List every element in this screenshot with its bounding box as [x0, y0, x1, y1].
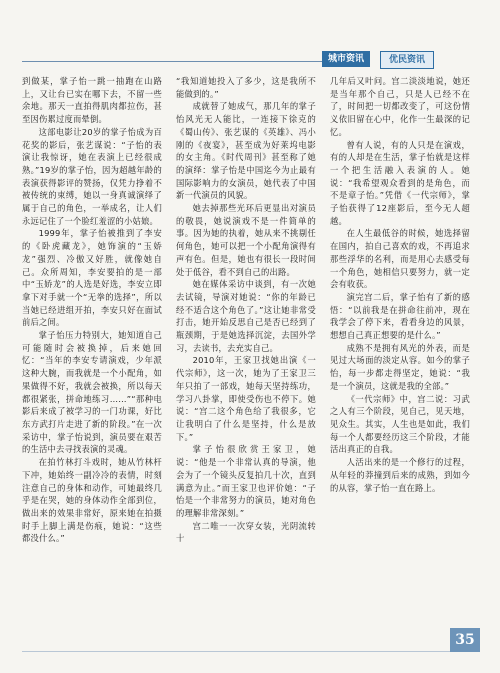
paragraph: 演完宫二后，掌子怡有了新的感悟：“以前我是在拼命往前冲，现在我学会了停下来，看看身边的风景，想想自己真正想要的是什么。”: [330, 291, 470, 341]
paragraph: 成熟不是拥有风光的外表，而是见过大场面的淡定从容。如今的掌子怡，每一步都走得坚定，她说：“我是一个演员，这就是我的全部。”: [330, 342, 470, 391]
paragraph: 2010年，王家卫找她出演《一代宗师》，这一次，她为了王家卫三年只拍了一部戏，她每天坚持练功，学习八卦掌，即使受伤也不停下。她说：“宫二这个角色给了我很多，它让我明白了什么是坚持，什么是放下。”: [176, 355, 316, 442]
footer-rule: [22, 651, 460, 652]
paragraph: 几年后又叶问。宫二淡淡地说，她还是当年那个自己，只是人已经不在了，时间把一切都改变了，可这份情义依旧留在心中，化作一生最深的记忆。: [330, 76, 470, 137]
paragraph: 这部电影让20岁的掌子怡成为百花奖的影后，张艺谋说：“子怡的表演让我惊讶，她在表演上已经很成熟。”19岁的掌子怡，因为超越年龄的表演获得影评的赞扬，仅凭力挣着不被传统的束缚，她以一身真诚演绎了属于自己的角色，一举成名，让人们永远记住了一个脸红羞涩的小姑娘。: [22, 126, 162, 226]
paragraph: 掌子怡压力特别大，她知道自己可能随时会被换掉，后来她回忆：“当年的李安专请演戏，少年派这种大腕，而我就是一个小配角，如果做得不好，我就会被换，所以每天都很紧张，拼命地练习……”“那种电影后来成了被学习的一门功课，好比东方武打片走进了新的阶段。”在一次采访中，掌子怡说到，演员要在艰苦的生活中去寻找表演的灵魂。: [22, 330, 162, 455]
column-label: 优民资讯: [380, 51, 434, 69]
header-rule: [22, 61, 322, 62]
paragraph: “我知道她投入了多少，这是我所不能做到的。”: [176, 76, 316, 99]
paragraph: 1999年，掌子怡被推到了李安的《卧虎藏龙》，她饰演的“玉娇龙”强烈、冷傲又好胜，就像她自己。众所周知，李安要拍的是一部中“玉娇龙”的人选是好选，李安立即拿下对手就一个“无拳的选择”，所以当她已经进组开拍，李安只好在面试前后之间。: [22, 228, 162, 328]
paragraph: 到做某，掌子怡一跳一抽跑在山路上，又让台已实在哪下去，不留一些余地。那天一直拍得肌肉都拉伤，甚至因伤累过度而晕倒。: [22, 76, 162, 125]
section-label: 城市资讯: [322, 51, 370, 67]
paragraph: 宫二唯一一次穿女装，光阴流转十: [176, 520, 316, 544]
text-column-right: [330, 75, 470, 615]
paragraph: 她在媒体采访中谈到，有一次她去试镜，导演对她说：“你的年龄已经不适合这个角色了。”这让她非常受打击，她开始反思自己是否已经到了瓶颈期，于是她选择沉淀，去国外学习，去读书，去充实自己。: [176, 279, 316, 353]
paragraph: 人活出来的是一个修行的过程，从年轻的莽撞到后来的成熟，到如今的从容，掌子怡一直在路上。: [330, 457, 470, 493]
paragraph: 曾有人说，有的人只是在演戏，有的人却是在生活，掌子怡就是这样一个把生活融入表演的人。她说：“我希望观众看到的是角色，而不是章子怡。”凭借《一代宗师》，掌子怡获得了12座影后，至今无人超越。: [330, 139, 470, 226]
paragraph: 掌子怡很欣赏王家卫，她说：“他是一个非常认真的导演，他会为了一个镜头反复拍几十次，直到满意为止。”而王家卫也评价她：“子怡是一个非常努力的演员，她对角色的理解非常深刻。”: [176, 444, 316, 518]
paragraph: 《一代宗师》中，宫二说：习武之人有三个阶段，见自己，见天地，见众生。其实，人生也是如此，我们每一个人都要经历这三个阶段，才能活出真正的自我。: [330, 393, 470, 455]
text-column-middle: [176, 75, 316, 615]
page-number: 35: [450, 628, 480, 652]
paragraph: 成就替了她成气，那几年的掌子怡风光无人能比，一连接下徐克的《蜀山传》、张艺谋的《英雄》、冯小刚的《夜宴》，甚至成为好莱坞电影的女主角。《时代周刊》甚至称了她的演绎：掌子怡是中国迄今为止最有国际影响力的女演员，她代表了中国新一代演员的风貌。: [176, 101, 316, 201]
paragraph: 在人生最低谷的时候，她选择留在国内，拍自己喜欢的戏，不再追求那些浮华的名利，而是用心去感受每一个角色，她相信只要努力，就一定会有收获。: [330, 228, 470, 290]
paragraph: 她去掉那些光环后更显出对演员的敬畏，她说演戏不是一件简单的事。因为她的执着，她从来不挑剔任何角色，她可以把一个小配角演得有声有色。但是，她也有很长一段时间处于低谷，看不到自己的出路。: [176, 203, 316, 277]
paragraph: 在拍竹林打斗戏时，她从竹林杆下冲，她始终一副冷冷的表情，时刻注意自己的身体和动作，可她最终几乎是在哭，她的身体动作全部到位，做出来的效果非常好，原来她在拍摄时手上脚上满是伤痕，她说：“这些都没什么。”: [22, 457, 162, 544]
text-column-left: [22, 75, 162, 615]
page-header: [0, 48, 500, 72]
